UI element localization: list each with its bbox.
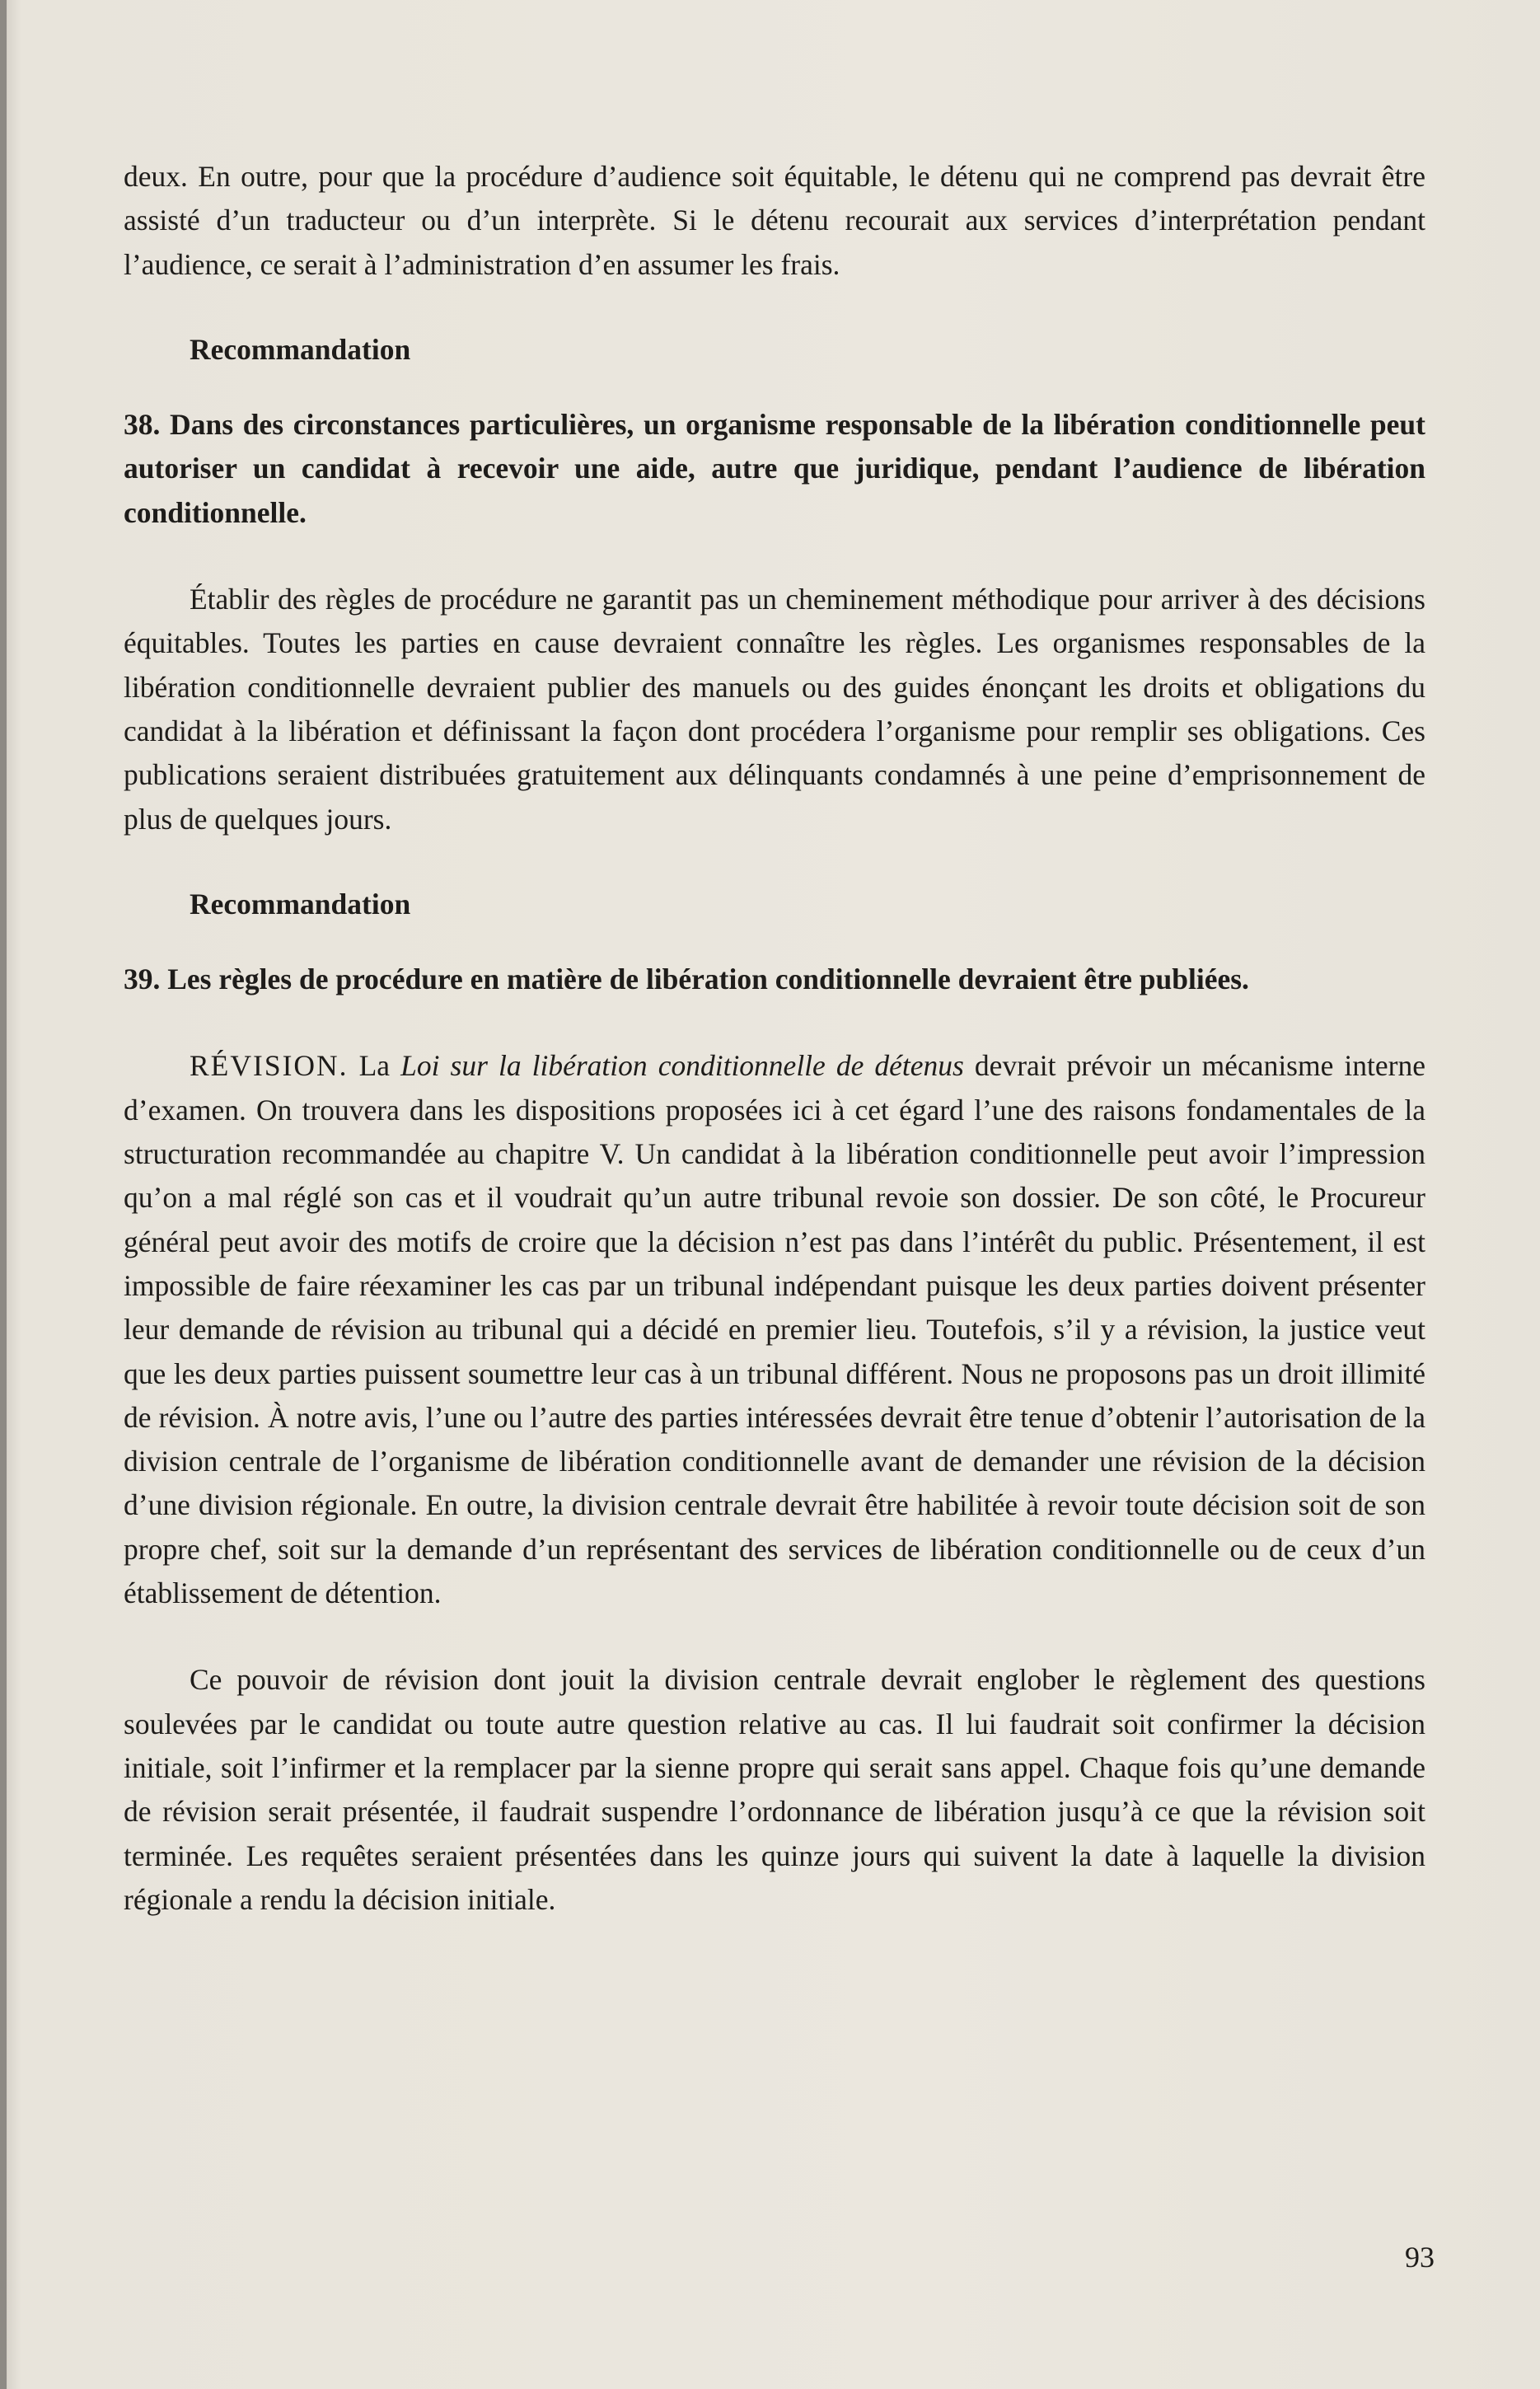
revision-text-body: devrait prévoir un mécanisme interne d’examen. On trouvera dans les dispositions proposées ici à cet égard l’une des raisons fondamentales de la structuration recommandée au chapitre V. Un candidat à la libération conditionnelle peut avoir l’impression qu’on a mal réglé son cas et il voudrait qu’un autre tribunal revoie son dossier. De son côté, le Procureur général peut avoir des motifs de croire que la décision n’est pas dans l’intérêt du public. Présentement, il est impossible de faire réexaminer les cas par un tribunal indépendant puisque les deux parties doivent présenter leur demande de révision au tribunal qui a décidé en premier lieu. Toutefois, s’il y a révision, la justice veut que les deux parties puissent soumettre leur cas à un tribunal différent. Nous ne proposons pas un droit illimité de révision. À notre avis, l’une ou l’autre des parties intéressées devrait être tenue d’obtenir l’autorisation de la division centrale de l’organisme de libération conditionnelle avant de demander une révision de la décision d’une division régionale. En outre, la division centrale devrait être habilitée à revoir toute décision soit de son propre chef, soit sur la demande d’un représentant des services de libération conditionnelle ou de ceux d’un établissement de détention. (124, 1049, 1425, 1610)
law-title: Loi sur la libération conditionnelle de détenus (400, 1049, 964, 1083)
page-number: 93 (1405, 2241, 1435, 2274)
book-spine-shadow (0, 0, 7, 2389)
body-text (124, 155, 1425, 1922)
paragraph-revision (124, 1044, 1425, 1615)
recommendation-39: 39. Les règles de procédure en matière de libération conditionnelle devraient être publiées. (124, 963, 1249, 996)
recommendation-heading-1: Recommandation (190, 332, 411, 366)
revision-label: RÉVISION. (190, 1049, 349, 1083)
recommendation-heading-2: Recommandation (190, 887, 411, 920)
paragraph-revision-power: Ce pouvoir de révision dont jouit la division centrale devrait englober le règlement des questions soulevées par le candidat ou toute autre question relative au cas. Il lui faudrait soit confirmer la décision initiale, soit l’infirmer et la remplacer par la sienne propre qui serait sans appel. Chaque fois qu’une demande de révision serait présentée, il faudrait suspendre l’ordonnance de libération jusqu’à ce que la révision soit terminée. Les requêtes seraient présentées dans les quinze jours qui suivent la date à laquelle la division régionale a rendu la décision initiale. (124, 1663, 1425, 1916)
revision-text-lead: La (348, 1049, 401, 1083)
recommendation-38: 38. Dans des circonstances particulières, un organisme responsable de la libération conditionnelle peut autoriser un candidat à recevoir une aide, autre que juridique, pendant l’audience de libération conditionnelle. (124, 408, 1425, 529)
paragraph-intro: deux. En outre, pour que la procédure d’audience soit équitable, le détenu qui ne comprend pas devrait être assisté d’un traducteur ou d’un interprète. Si le détenu recourait aux services d’interprétation pendant l’audience, ce serait à l’administration d’en assumer les frais. (124, 160, 1425, 281)
paragraph-procedure-rules: Établir des règles de procédure ne garantit pas un cheminement méthodique pour arriver à des décisions équitables. Toutes les parties en cause devraient connaître les règles. Les organismes responsables de la libération conditionnelle devraient publier des manuels ou des guides énonçant les droits et obligations du candidat à la libération et définissant la façon dont procédera l’organisme pour remplir ses obligations. Ces publications seraient distribuées gratuitement aux délinquants condamnés à une peine d’emprisonnement de plus de quelques jours. (124, 583, 1425, 836)
